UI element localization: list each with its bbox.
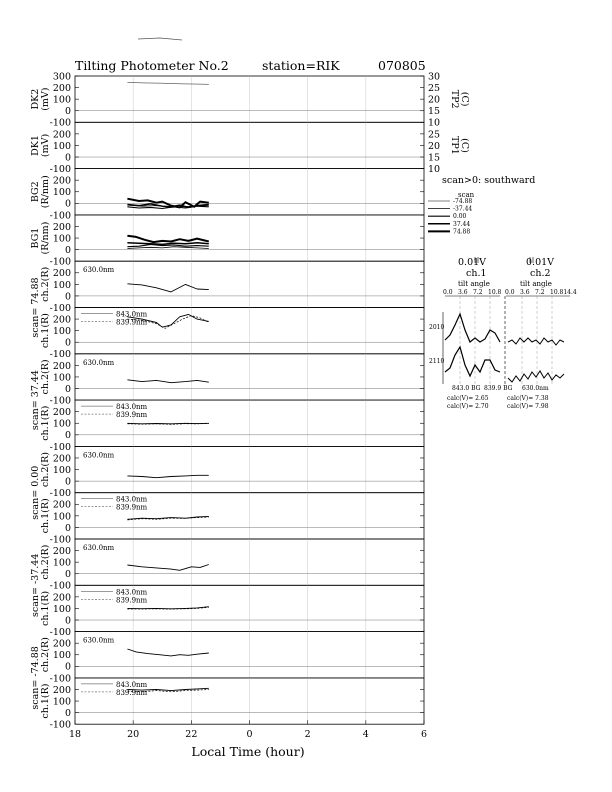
legend-label-solid: 843.0nm xyxy=(116,680,148,689)
legend-label-dashed: 839.9nm xyxy=(116,411,148,420)
y-tick-label: 0 xyxy=(64,337,71,349)
inset-ch2-tilt: tilt angle xyxy=(520,280,552,288)
y-axis-label: DK1 xyxy=(30,135,41,156)
scan-legend-label: 74.88 xyxy=(453,228,471,236)
wavelength-label: 630.0nm xyxy=(83,544,115,552)
series-line-s2ch1-0 xyxy=(127,423,208,424)
y-axis-label: ch.1(R) xyxy=(40,313,51,349)
y-tick-label: -100 xyxy=(49,580,71,592)
inset-ch1-wl-a: 843.0 BG xyxy=(452,385,481,392)
series-line-BG1-3 xyxy=(127,247,208,249)
panel-s3ch2 xyxy=(40,446,424,499)
inset-ch1-label: ch.1 xyxy=(466,268,487,279)
y-tick-label: 200 xyxy=(52,407,71,419)
panel-s4ch2 xyxy=(40,539,424,592)
scan-note: scan>0: southward xyxy=(442,175,536,186)
y-axis-label: ch.2(R) xyxy=(40,266,51,302)
y-tick-label: 0 xyxy=(64,708,71,720)
panel-DK2 xyxy=(30,71,470,128)
y-tick-label: 100 xyxy=(52,557,71,569)
legend-label-solid: 843.0nm xyxy=(116,403,148,412)
station-label: station=RIK xyxy=(262,58,340,73)
y-tick-label: 100 xyxy=(52,94,71,106)
y-tick-label: -100 xyxy=(49,488,71,500)
y-tick-label: -100 xyxy=(49,719,71,731)
panel-s1ch2 xyxy=(40,261,424,314)
y-tick-label: 0 xyxy=(64,569,71,581)
y-axis-unit: (R/nm) xyxy=(40,175,51,209)
right-tick-label: 25 xyxy=(428,129,441,141)
right-axis-label: TP1 xyxy=(449,136,460,155)
inset-ch1-tilt: tilt angle xyxy=(458,280,490,288)
legend-label-solid: 843.0nm xyxy=(116,588,148,597)
pen-mark xyxy=(138,38,182,40)
y-tick-label: 100 xyxy=(52,279,71,291)
legend-label-dashed: 839.9nm xyxy=(116,503,148,512)
scan-group-label: scan= 0.00 xyxy=(30,465,41,520)
legend-label-solid: 843.0nm xyxy=(116,495,148,504)
panel-BG2 xyxy=(30,169,424,222)
x-axis-label: Local Time (hour) xyxy=(191,744,305,759)
panel-BG1 xyxy=(30,215,424,268)
series-line-s1ch2-0 xyxy=(127,284,208,292)
x-tick-label: 6 xyxy=(420,729,428,741)
y-axis-label: ch.2(R) xyxy=(40,452,51,488)
right-axis-unit: (C) xyxy=(459,91,470,107)
y-axis-unit: (R/nm) xyxy=(40,221,51,255)
inset-ch2-tick: 7.2 xyxy=(535,289,545,296)
wavelength-label: 630.0nm xyxy=(83,266,115,275)
scan-group-label: scan= -37.44 xyxy=(30,553,41,617)
y-axis-label: ch.1(R) xyxy=(40,590,51,626)
right-tick-label: 20 xyxy=(428,94,441,106)
y-tick-label: 0 xyxy=(64,245,71,257)
y-tick-label: 0 xyxy=(64,476,71,488)
right-axis-unit: (C) xyxy=(459,138,470,153)
y-axis-label: ch.2(R) xyxy=(40,359,51,395)
y-tick-label: -100 xyxy=(49,441,71,453)
y-tick-label: 200 xyxy=(52,545,71,557)
y-tick-label: 100 xyxy=(52,696,71,708)
y-tick-label: 200 xyxy=(52,314,71,326)
inset-y-2010: 2010 xyxy=(429,324,445,331)
y-tick-label: 200 xyxy=(52,360,71,372)
scan-legend-label: 37.44 xyxy=(453,220,471,228)
y-tick-label: 100 xyxy=(52,650,71,662)
x-tick-label: 20 xyxy=(127,729,140,741)
y-tick-label: 100 xyxy=(52,372,71,384)
inset-ch2-tick: 10.814.4 xyxy=(550,289,577,296)
date-label: 070805 xyxy=(378,58,426,73)
y-tick-label: -100 xyxy=(49,395,71,407)
y-axis-label: ch.1(R) xyxy=(40,405,51,441)
y-tick-label: -100 xyxy=(49,349,71,361)
series-line-BG1-0 xyxy=(127,236,208,242)
y-tick-label: 100 xyxy=(52,511,71,523)
y-tick-label: 200 xyxy=(52,684,71,696)
legend-label-dashed: 839.9nm xyxy=(116,596,148,605)
inset-ch2-calc-b: calc(V)= 7.98 xyxy=(507,403,549,410)
legend-label-dashed: 839.9nm xyxy=(116,318,148,327)
right-tick-label: 15 xyxy=(428,152,441,164)
inset-ch1-trace-b xyxy=(445,347,500,376)
scan-legend-label: -37.44 xyxy=(453,205,473,213)
y-tick-label: -100 xyxy=(49,302,71,314)
y-tick-label: 200 xyxy=(52,592,71,604)
x-tick-label: 0 xyxy=(246,729,253,741)
y-tick-label: 0 xyxy=(64,198,71,210)
y-axis-label: BG2 xyxy=(30,181,41,203)
x-tick-label: 22 xyxy=(185,729,198,741)
y-tick-label: 200 xyxy=(52,453,71,465)
y-axis-unit: (mV) xyxy=(40,87,51,111)
right-tick-label: 20 xyxy=(428,140,441,152)
y-tick-label: 200 xyxy=(52,129,71,141)
y-tick-label: 200 xyxy=(52,221,71,233)
wavelength-label: 630.0nm xyxy=(83,636,115,645)
y-tick-label: 100 xyxy=(52,233,71,245)
y-tick-label: 0 xyxy=(64,106,71,118)
right-tick-label: 10 xyxy=(428,164,441,175)
y-tick-label: -100 xyxy=(49,117,71,129)
y-tick-label: 100 xyxy=(52,418,71,430)
y-axis-label: DK2 xyxy=(30,88,41,110)
y-tick-label: 0 xyxy=(64,152,71,164)
y-axis-label: ch.2(R) xyxy=(40,544,51,580)
scan-legend-label: 0.00 xyxy=(453,213,467,221)
y-axis-label: ch.2(R) xyxy=(40,637,51,673)
scan-group-label: scan= 37.44 xyxy=(30,370,41,431)
right-tick-label: 30 xyxy=(428,71,441,83)
y-tick-label: 100 xyxy=(52,464,71,476)
inset-ch1-tick: 7.2 xyxy=(473,289,483,296)
panel-s5ch2 xyxy=(40,632,424,685)
inset-ch1-scale: 0.01V xyxy=(458,257,487,268)
x-tick-label: 2 xyxy=(304,729,311,741)
y-tick-label: -100 xyxy=(49,210,71,222)
y-tick-label: -100 xyxy=(49,256,71,268)
scan-legend xyxy=(428,198,472,235)
y-axis-label: BG1 xyxy=(30,227,41,249)
x-tick-label: 4 xyxy=(362,729,369,741)
inset-ch1-tick: 0.0 xyxy=(443,289,453,296)
right-axis-label: TP2 xyxy=(449,89,460,109)
inset-ch2-tick: 0.0 xyxy=(505,289,515,296)
y-tick-label: 200 xyxy=(52,268,71,280)
inset-ticks xyxy=(443,257,577,385)
inset-ch1-trace-a xyxy=(445,314,500,342)
panel-s5ch1 xyxy=(40,678,424,731)
y-tick-label: 100 xyxy=(52,140,71,152)
y-tick-label: 200 xyxy=(52,82,71,94)
wavelength-label: 630.0nm xyxy=(83,451,115,460)
y-tick-label: 0 xyxy=(64,661,71,673)
x-axis xyxy=(69,720,427,740)
panel-s4ch1 xyxy=(40,585,424,638)
y-tick-label: 0 xyxy=(64,430,71,442)
legend-label-dashed: 839.9nm xyxy=(116,688,148,697)
panel-s2ch2 xyxy=(40,354,424,407)
y-tick-label: 0 xyxy=(64,522,71,534)
panel-DK1 xyxy=(30,122,470,175)
y-tick-label: 200 xyxy=(52,499,71,511)
y-axis-unit: (mV) xyxy=(40,133,51,158)
y-axis-label: ch.1(R) xyxy=(40,683,51,719)
inset-ch1-tick: 10.8 xyxy=(488,289,502,296)
inset-ch1-calc-a: calc(V)= 2.65 xyxy=(447,395,489,402)
inset-ch1-calc-b: calc(V)= 2.70 xyxy=(447,403,489,410)
right-tick-label: 10 xyxy=(428,117,441,129)
y-tick-label: 0 xyxy=(64,615,71,627)
scan-legend-label: -74.88 xyxy=(453,198,473,205)
inset-ch2-wl: 630.0nm xyxy=(522,385,549,392)
inset-ch2-tick: 3.6 xyxy=(520,289,530,296)
series-line-BG1-2 xyxy=(127,244,208,246)
y-tick-label: -100 xyxy=(49,164,71,175)
y-tick-label: 200 xyxy=(52,175,71,187)
figure-title: Tilting Photometer No.2 xyxy=(75,58,229,73)
inset-y-2110: 2110 xyxy=(429,358,445,365)
y-tick-label: 0 xyxy=(64,383,71,395)
panel-s3ch1 xyxy=(40,493,424,546)
inset-ch2-calc-a: calc(V)= 7.38 xyxy=(507,395,549,402)
wavelength-label: 630.0nm xyxy=(83,358,115,367)
inset-ch2-trace-b xyxy=(508,371,564,382)
right-tick-label: 25 xyxy=(428,82,441,94)
panel-s1ch1 xyxy=(40,308,424,361)
inset-ch2-scale: 0.01V xyxy=(526,257,555,268)
y-tick-label: 100 xyxy=(52,603,71,615)
series-line-BG1-1 xyxy=(127,243,208,245)
scan-legend-title: scan xyxy=(458,191,475,199)
panel-s2ch1 xyxy=(40,400,424,453)
y-tick-label: 0 xyxy=(64,291,71,303)
inset-ch1-wl-b: 839.9 BG xyxy=(484,385,513,392)
y-tick-label: 100 xyxy=(52,326,71,338)
y-tick-label: -100 xyxy=(49,673,71,685)
series-line-s5ch2-0 xyxy=(127,649,208,656)
inset-ch2-label: ch.2 xyxy=(530,268,551,279)
x-tick-label: 18 xyxy=(68,729,82,741)
y-axis-label: ch.1(R) xyxy=(40,498,51,534)
series-line-DK2-0 xyxy=(127,82,208,84)
series-line-s4ch1-0 xyxy=(127,607,208,609)
legend-label-solid: 843.0nm xyxy=(116,310,148,319)
scan-group-label: scan= -74.88 xyxy=(30,646,41,710)
y-tick-label: -100 xyxy=(49,627,71,638)
series-line-s2ch2-0 xyxy=(127,380,208,383)
y-tick-label: 300 xyxy=(52,71,71,83)
series-line-s3ch2-0 xyxy=(127,475,208,477)
y-tick-label: 200 xyxy=(52,638,71,650)
inset-ch1-tick: 3.6 xyxy=(458,289,468,296)
right-tick-label: 15 xyxy=(428,106,441,118)
y-tick-label: 100 xyxy=(52,187,71,199)
inset-ch2-trace-a xyxy=(508,338,564,345)
y-tick-label: -100 xyxy=(49,534,71,546)
scan-group-label: scan= 74.88 xyxy=(30,277,41,338)
calibration-inset xyxy=(429,257,577,410)
series-line-s4ch2-0 xyxy=(127,565,208,571)
